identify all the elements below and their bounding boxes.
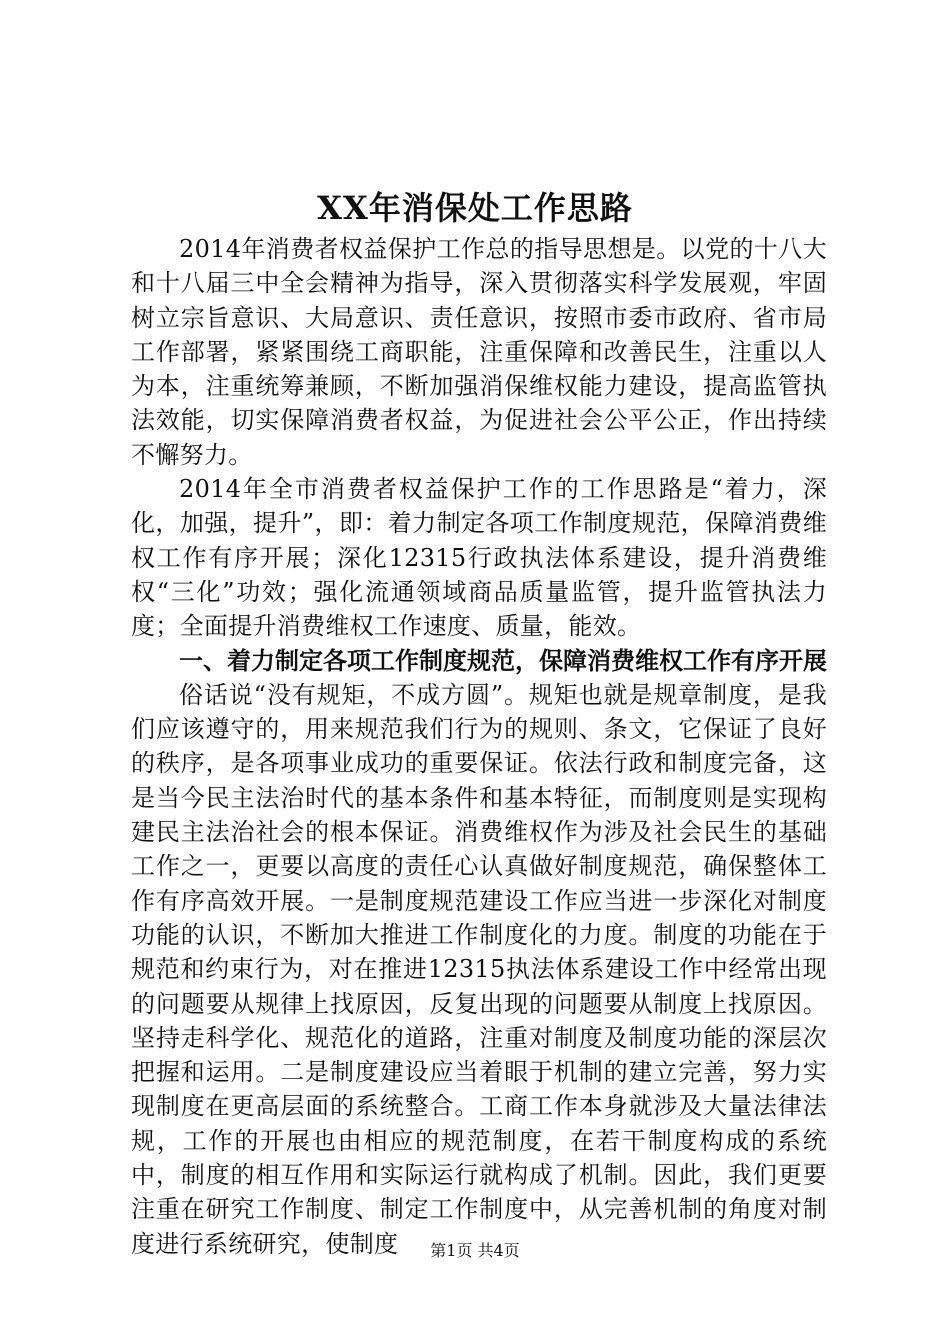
document-body [131, 232, 827, 1261]
section-heading-1: 一、着力制定各项工作制度规范，保障消费维权工作有序开展 [179, 646, 827, 675]
paragraph-work-approach: 2014年全市消费者权益保护工作的工作思路是“着力，深化，加强，提升”，即：着力制定各项工作制度规范，保障消费维权工作有序开展；深化12315行政执法体系建设，提升消费维权“三化”功效；强化流通领域商品质量监管，提升监管执法力度；全面提升消费维权工作速度、质量，能效。 [131, 475, 827, 641]
paragraph-guiding-thought: 2014年消费者权益保护工作总的指导思想是。以党的十八大和十八届三中全会精神为指导，深入贯彻落实科学发展观，牢固树立宗旨意识、大局意识、责任意识，按照市委市政府、省市局工作部署，紧紧围绕工商职能，注重保障和改善民生，注重以人为本，注重统筹兼顾，不断加强消保维权能力建设，提高监管执法效能，切实保障消费者权益，为促进社会公平公正，作出持续不懈努力。 [131, 235, 827, 469]
page-footer: 第1页 共4页 [430, 1241, 520, 1260]
paragraph-section-1: 俗话说“没有规矩，不成方圆”。规矩也就是规章制度，是我们应该遵守的，用来规范我们行为的规则、条文，它保证了良好的秩序，是各项事业成功的重要保证。依法行政和制度完备，这是当今民主法治时代的基本条件和基本特征，而制度则是实现构建民主法治社会的根本保证。消费维权作为涉及社会民生的基础工作之一，更要以高度的责任心认真做好制度规范，确保整体工作有序高效开展。一是制度规范建设工作应当进一步深化对制度功能的认识，不断加大推进工作制度化的力度。制度的功能在于规范和约束行为，对在推进12315执法体系建设工作中经常出现的问题要从规律上找原因，反复出现的问题要从制度上找原因。坚持走科学化、规范化的道路，注重对制度及制度功能的深层次把握和运用。二是制度建设应当着眼于机制的建立完善，努力实现制度在更高层面的系统整合。工商工作本身就涉及大量法律法规，工作的开展也由相应的规范制度，在若干制度构成的系统中，制度的相互作用和实际运行就构成了机制。因此，我们更要注重在研究工作制度、制定工作制度中，从完善机制的角度对制度进行系统研究，使制度 [131, 680, 827, 1258]
document-title: XX年消保处工作思路 [317, 189, 633, 227]
